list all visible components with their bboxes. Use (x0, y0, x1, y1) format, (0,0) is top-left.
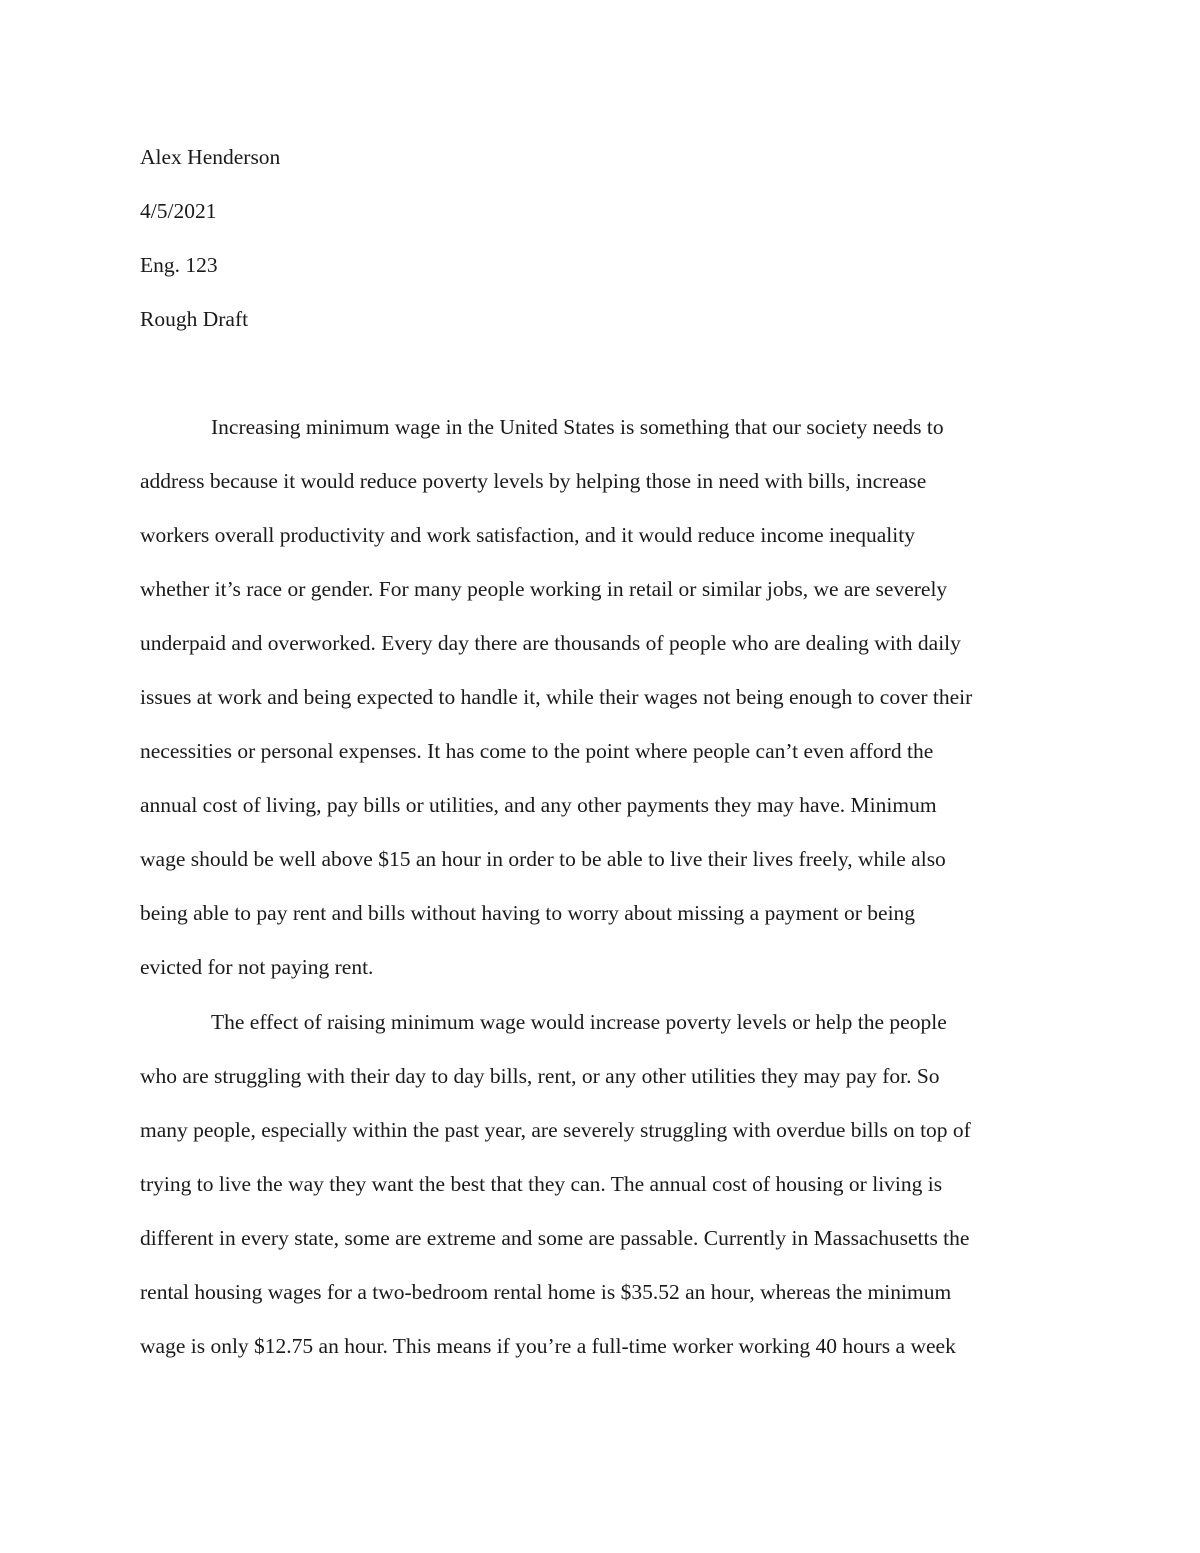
paragraph-line: many people, especially within the past year, are severely struggling with overdue bills on top of (140, 1118, 971, 1142)
paragraph-line: trying to live the way they want the best that they can. The annual cost of housing or living is (140, 1172, 943, 1196)
paragraph-line: underpaid and overworked. Every day there are thousands of people who are dealing with daily (140, 631, 961, 655)
paragraph-line: who are struggling with their day to day bills, rent, or any other utilities they may pay for. So (140, 1064, 940, 1088)
paragraph-line: rental housing wages for a two-bedroom rental home is $35.52 an hour, whereas the minimum (140, 1280, 952, 1304)
paragraph-line: workers overall productivity and work satisfaction, and it would reduce income inequality (140, 523, 915, 547)
document-date: 4/5/2021 (140, 199, 217, 223)
paragraph-line: wage is only $12.75 an hour. This means if you’re a full-time worker working 40 hours a week (140, 1334, 956, 1358)
paragraph-line: whether it’s race or gender. For many people working in retail or similar jobs, we are severely (140, 577, 948, 601)
paragraph-line: annual cost of living, pay bills or utilities, and any other payments they may have. Minimum (140, 793, 937, 817)
paragraph-line: necessities or personal expenses. It has come to the point where people can’t even afford the (140, 739, 934, 763)
paragraph-line: wage should be well above $15 an hour in order to be able to live their lives freely, while also (140, 847, 946, 871)
paragraph-line: evicted for not paying rent. (140, 955, 374, 979)
assignment-title: Rough Draft (140, 307, 249, 331)
paragraph-line: being able to pay rent and bills without having to worry about missing a payment or being (140, 901, 916, 925)
paragraph-line: different in every state, some are extreme and some are passable. Currently in Massachusetts the (140, 1226, 970, 1250)
paragraph-line: Increasing minimum wage in the United States is something that our society needs to (211, 415, 944, 439)
author-name: Alex Henderson (140, 145, 281, 169)
course-name: Eng. 123 (140, 253, 218, 277)
paragraph-line: address because it would reduce poverty levels by helping those in need with bills, increase (140, 469, 927, 493)
paragraph-line: The effect of raising minimum wage would increase poverty levels or help the people (211, 1010, 947, 1034)
paragraph-line: issues at work and being expected to handle it, while their wages not being enough to cover their (140, 685, 973, 709)
